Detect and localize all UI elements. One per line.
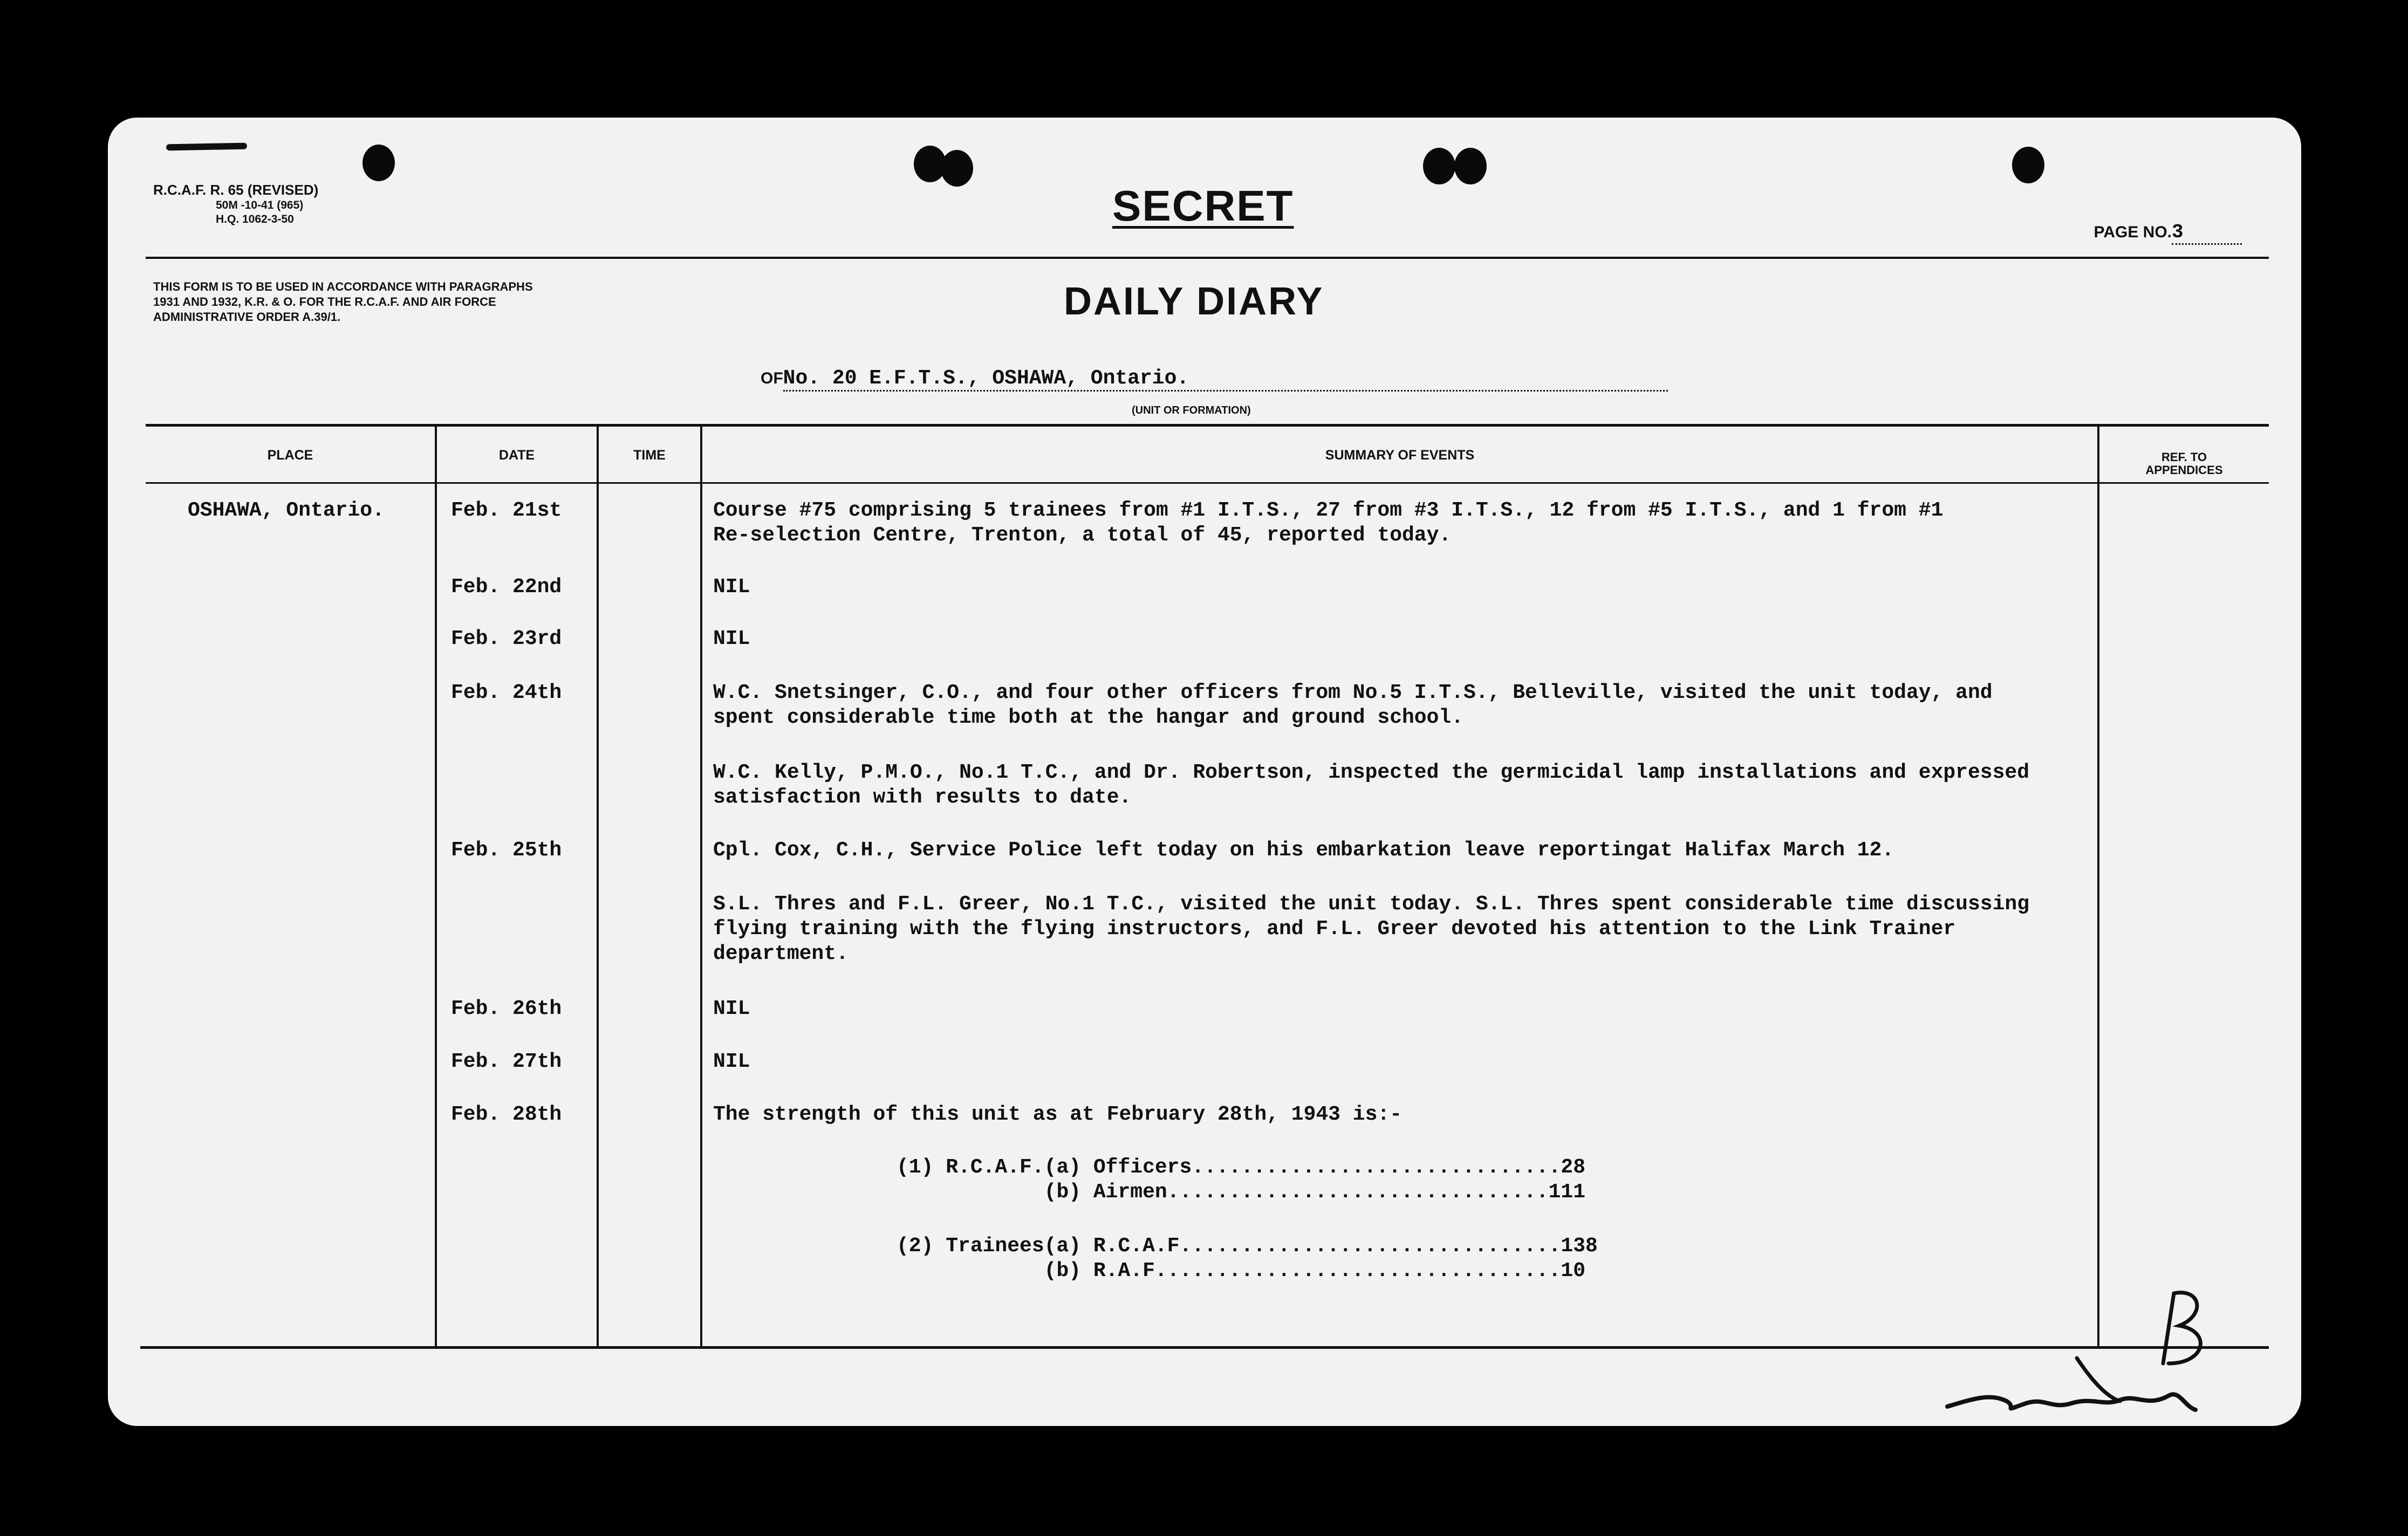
strength-line: (b) Airmen...............................111 xyxy=(897,1181,1586,1204)
summary-line: W.C. Kelly, P.M.O., No.1 T.C., and Dr. Robertson, inspected the germicidal lamp installations and expressed xyxy=(713,761,2029,784)
summary-line: satisfaction with results to date. xyxy=(713,786,1132,809)
punch-hole xyxy=(362,145,395,181)
date-cell: Feb. 23rd xyxy=(451,627,562,650)
handwritten-signature xyxy=(1942,1283,2222,1423)
punch-hole xyxy=(2012,147,2044,183)
unit-line xyxy=(761,367,1668,392)
appendices-header-line: APPENDICES xyxy=(2145,463,2223,477)
summary-line: W.C. Snetsinger, C.O., and four other officers from No.5 I.T.S., Belleville, visited the unit today, and xyxy=(713,681,1993,704)
form-instruction-note: THIS FORM IS TO BE USED IN ACCORDANCE WITH PARAGRAPHS 1931 AND 1932, K.R. & O. FOR THE R.C.A.F. AND AIR FORCE ADMINISTRATIVE ORDER A.39/1. xyxy=(153,280,533,324)
form-number-block xyxy=(153,181,318,227)
header-rule xyxy=(146,257,2269,259)
column-divider xyxy=(435,424,437,1347)
column-divider xyxy=(597,424,599,1347)
column-header-summary: SUMMARY OF EVENTS xyxy=(1325,448,1475,463)
summary-entry xyxy=(713,997,2180,1021)
strength-line: (b) R.A.F.................................10 xyxy=(897,1259,1586,1283)
summary-entry xyxy=(713,1102,2180,1127)
summary-entry xyxy=(713,1050,2180,1074)
column-header-time: TIME xyxy=(633,448,666,463)
unit-caption: (UNIT OR FORMATION) xyxy=(1132,404,1251,416)
appendices-header-line: REF. TO xyxy=(2161,450,2207,464)
summary-entry xyxy=(713,892,2180,966)
date-cell: Feb. 21st xyxy=(451,499,562,522)
summary-line: NIL xyxy=(713,997,750,1020)
column-divider xyxy=(2097,424,2099,1347)
table-top-rule xyxy=(146,424,2269,427)
classification-heading: SECRET xyxy=(1112,182,1294,230)
summary-line: Cpl. Cox, C.H., Service Police left today on his embarkation leave reportingat Halifax March 12. xyxy=(713,839,1894,862)
column-divider xyxy=(700,424,702,1347)
summary-line: spent considerable time both at the hangar and ground school. xyxy=(713,706,1464,729)
date-cell: Feb. 28th xyxy=(451,1103,562,1126)
summary-entry xyxy=(713,681,2180,730)
column-header-place: PLACE xyxy=(267,448,313,463)
summary-line: department. xyxy=(713,942,849,965)
summary-entry xyxy=(713,838,2180,863)
page-number-label: PAGE NO. xyxy=(2094,223,2172,241)
date-cell: Feb. 26th xyxy=(451,997,562,1020)
date-cell: Feb. 22nd xyxy=(451,575,562,599)
summary-line: NIL xyxy=(713,627,750,650)
summary-line: Course #75 comprising 5 trainees from #1 I.T.S., 27 from #3 I.T.S., 12 from #5 I.T.S., and 1 from #1 xyxy=(713,499,1944,522)
punch-hole xyxy=(941,150,973,187)
page-number xyxy=(2094,221,2242,245)
form-number: R.C.A.F. R. 65 (REVISED) xyxy=(153,182,319,198)
of-label: OF xyxy=(761,369,783,387)
summary-line: The strength of this unit as at February 28th, 1943 is:- xyxy=(713,1103,1403,1126)
summary-entry xyxy=(713,575,2180,600)
unit-name: No. 20 E.F.T.S., OSHAWA, Ontario. xyxy=(783,367,1668,392)
form-print-code: 50M -10-41 (965) xyxy=(216,199,304,211)
punch-hole xyxy=(1423,148,1455,184)
summary-line: flying training with the flying instructors, and F.L. Greer devoted his attention to the Link Trainer xyxy=(713,917,1956,941)
column-header-appendices xyxy=(2099,451,2269,477)
summary-line: S.L. Thres and F.L. Greer, No.1 T.C., visited the unit today. S.L. Thres spent considerable time discussing xyxy=(713,893,2029,916)
ink-mark xyxy=(166,143,247,151)
date-cell: Feb. 24th xyxy=(451,681,562,704)
date-cell: Feb. 27th xyxy=(451,1050,562,1073)
summary-line: NIL xyxy=(713,575,750,599)
diary-sheet xyxy=(108,118,2301,1426)
page-number-value: 3 xyxy=(2172,221,2242,245)
place-cell: OSHAWA, Ontario. xyxy=(188,499,385,522)
summary-entry xyxy=(713,760,2180,810)
strength-line: (2) Trainees(a) R.C.A.F...............................138 xyxy=(897,1235,1598,1258)
summary-line: Re-selection Centre, Trenton, a total of 45, reported today. xyxy=(713,524,1452,547)
summary-entry xyxy=(713,498,2180,548)
column-header-date: DATE xyxy=(498,448,535,463)
date-cell: Feb. 25th xyxy=(451,839,562,862)
form-hq-code: H.Q. 1062-3-50 xyxy=(216,213,294,225)
summary-entry xyxy=(713,627,2180,652)
strength-line: (1) R.C.A.F.(a) Officers..............................28 xyxy=(897,1156,1586,1179)
punch-hole xyxy=(1454,148,1487,184)
table-header-rule xyxy=(146,482,2269,484)
summary-line: NIL xyxy=(713,1050,750,1073)
page-title: DAILY DIARY xyxy=(1064,280,1324,323)
